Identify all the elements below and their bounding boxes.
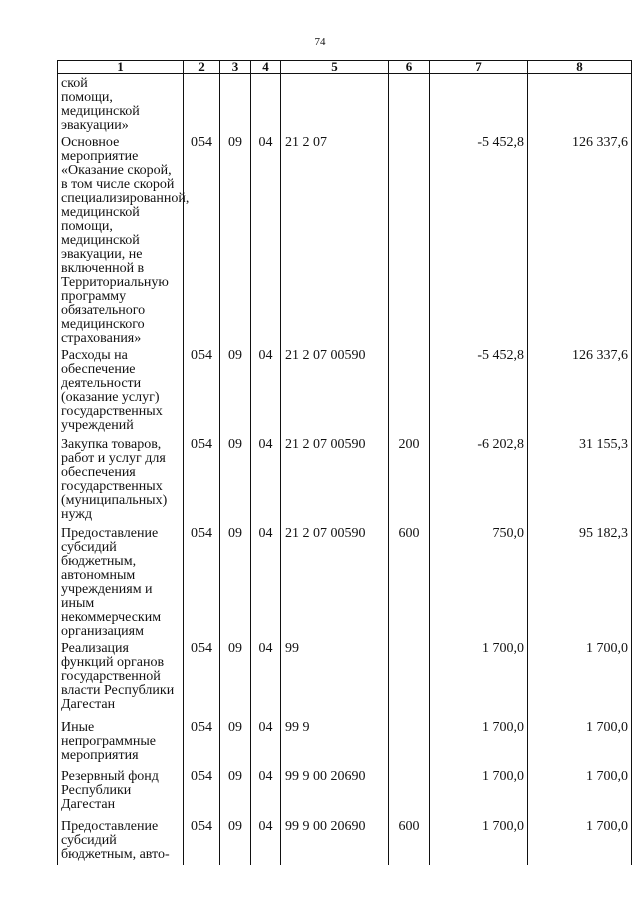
table-row: [58, 346, 632, 435]
cell-col3: 09: [220, 524, 251, 639]
cell-col3: [220, 74, 251, 134]
cell-col7: 1 700,0: [430, 718, 528, 767]
cell-col6: [389, 767, 430, 817]
row-name: Иные непрограммные мероприятия: [58, 718, 184, 767]
cell-col3: 09: [220, 639, 251, 718]
table-row: [58, 767, 632, 817]
cell-col5: [281, 74, 389, 134]
cell-col5: 99: [281, 639, 389, 718]
cell-col4: 04: [251, 524, 281, 639]
cell-col4: 04: [251, 639, 281, 718]
cell-col2: 054: [184, 524, 220, 639]
column-header: 5: [281, 61, 389, 74]
cell-col2: [184, 74, 220, 134]
header-row: [58, 61, 632, 74]
table-row: [58, 817, 632, 865]
column-header: 4: [251, 61, 281, 74]
cell-col3: 09: [220, 435, 251, 524]
cell-col7: 1 700,0: [430, 767, 528, 817]
cell-col8: 95 182,3: [528, 524, 632, 639]
cell-col8: 1 700,0: [528, 718, 632, 767]
cell-col4: 04: [251, 133, 281, 346]
column-header: 8: [528, 61, 632, 74]
cell-col2: 054: [184, 817, 220, 865]
cell-col7: [430, 74, 528, 134]
cell-col7: 1 700,0: [430, 639, 528, 718]
table-row: [58, 133, 632, 346]
cell-col8: 126 337,6: [528, 346, 632, 435]
cell-col2: 054: [184, 718, 220, 767]
cell-col2: 054: [184, 133, 220, 346]
cell-col6: [389, 74, 430, 134]
cell-col4: 04: [251, 435, 281, 524]
column-header: 2: [184, 61, 220, 74]
cell-col5: 21 2 07 00590: [281, 435, 389, 524]
cell-col5: 21 2 07 00590: [281, 346, 389, 435]
cell-col3: 09: [220, 346, 251, 435]
page-number: 74: [314, 36, 326, 48]
cell-col7: 1 700,0: [430, 817, 528, 865]
table-row: [58, 435, 632, 524]
cell-col6: [389, 718, 430, 767]
cell-col7: -5 452,8: [430, 346, 528, 435]
cell-col5: 99 9 00 20690: [281, 817, 389, 865]
cell-col4: 04: [251, 817, 281, 865]
column-header: 3: [220, 61, 251, 74]
row-name: Резервный фонд Республики Дагестан: [58, 767, 184, 817]
cell-col6: [389, 346, 430, 435]
cell-col3: 09: [220, 767, 251, 817]
row-name: Основное мероприятие «Оказание скорой, в том числе скорой специализированной, медицинской помощи, медицинской эвакуации, не включенной в Территориальную программу обязательного медицинского страхования»: [58, 133, 184, 346]
cell-col7: -5 452,8: [430, 133, 528, 346]
cell-col2: 054: [184, 435, 220, 524]
cell-col8: 1 700,0: [528, 767, 632, 817]
cell-col2: 054: [184, 346, 220, 435]
cell-col6: 600: [389, 817, 430, 865]
cell-col4: [251, 74, 281, 134]
cell-col4: 04: [251, 718, 281, 767]
column-header: 1: [58, 61, 184, 74]
cell-col3: 09: [220, 718, 251, 767]
table-row: [58, 718, 632, 767]
column-header: 6: [389, 61, 430, 74]
table-row: [58, 639, 632, 718]
cell-col4: 04: [251, 346, 281, 435]
row-name: Расходы на обеспечение деятельности (оказание услуг) государственных учреждений: [58, 346, 184, 435]
row-name: Закупка товаров, работ и услуг для обеспечения государственных (муниципальных) нужд: [58, 435, 184, 524]
cell-col5: 21 2 07: [281, 133, 389, 346]
cell-col8: 31 155,3: [528, 435, 632, 524]
cell-col2: 054: [184, 767, 220, 817]
cell-col3: 09: [220, 133, 251, 346]
cell-col5: 21 2 07 00590: [281, 524, 389, 639]
cell-col8: 126 337,6: [528, 133, 632, 346]
cell-col7: -6 202,8: [430, 435, 528, 524]
row-name: Предоставление субсидий бюджетным, автономным учреждениям и иным некоммерческим организациям: [58, 524, 184, 639]
cell-col4: 04: [251, 767, 281, 817]
cell-col6: 200: [389, 435, 430, 524]
cell-col5: 99 9 00 20690: [281, 767, 389, 817]
column-header: 7: [430, 61, 528, 74]
row-name: ской помощи, медицинской эвакуации»: [58, 74, 184, 134]
cell-col6: [389, 639, 430, 718]
cell-col8: [528, 74, 632, 134]
cell-col8: 1 700,0: [528, 817, 632, 865]
cell-col6: 600: [389, 524, 430, 639]
cell-col8: 1 700,0: [528, 639, 632, 718]
budget-table: [57, 60, 632, 865]
row-name: Реализация функций органов государственной власти Республики Дагестан: [58, 639, 184, 718]
table-row: [58, 524, 632, 639]
row-name: Предоставление субсидий бюджетным, авто-: [58, 817, 184, 865]
cell-col3: 09: [220, 817, 251, 865]
table-row: [58, 74, 632, 134]
cell-col7: 750,0: [430, 524, 528, 639]
cell-col5: 99 9: [281, 718, 389, 767]
cell-col2: 054: [184, 639, 220, 718]
cell-col6: [389, 133, 430, 346]
